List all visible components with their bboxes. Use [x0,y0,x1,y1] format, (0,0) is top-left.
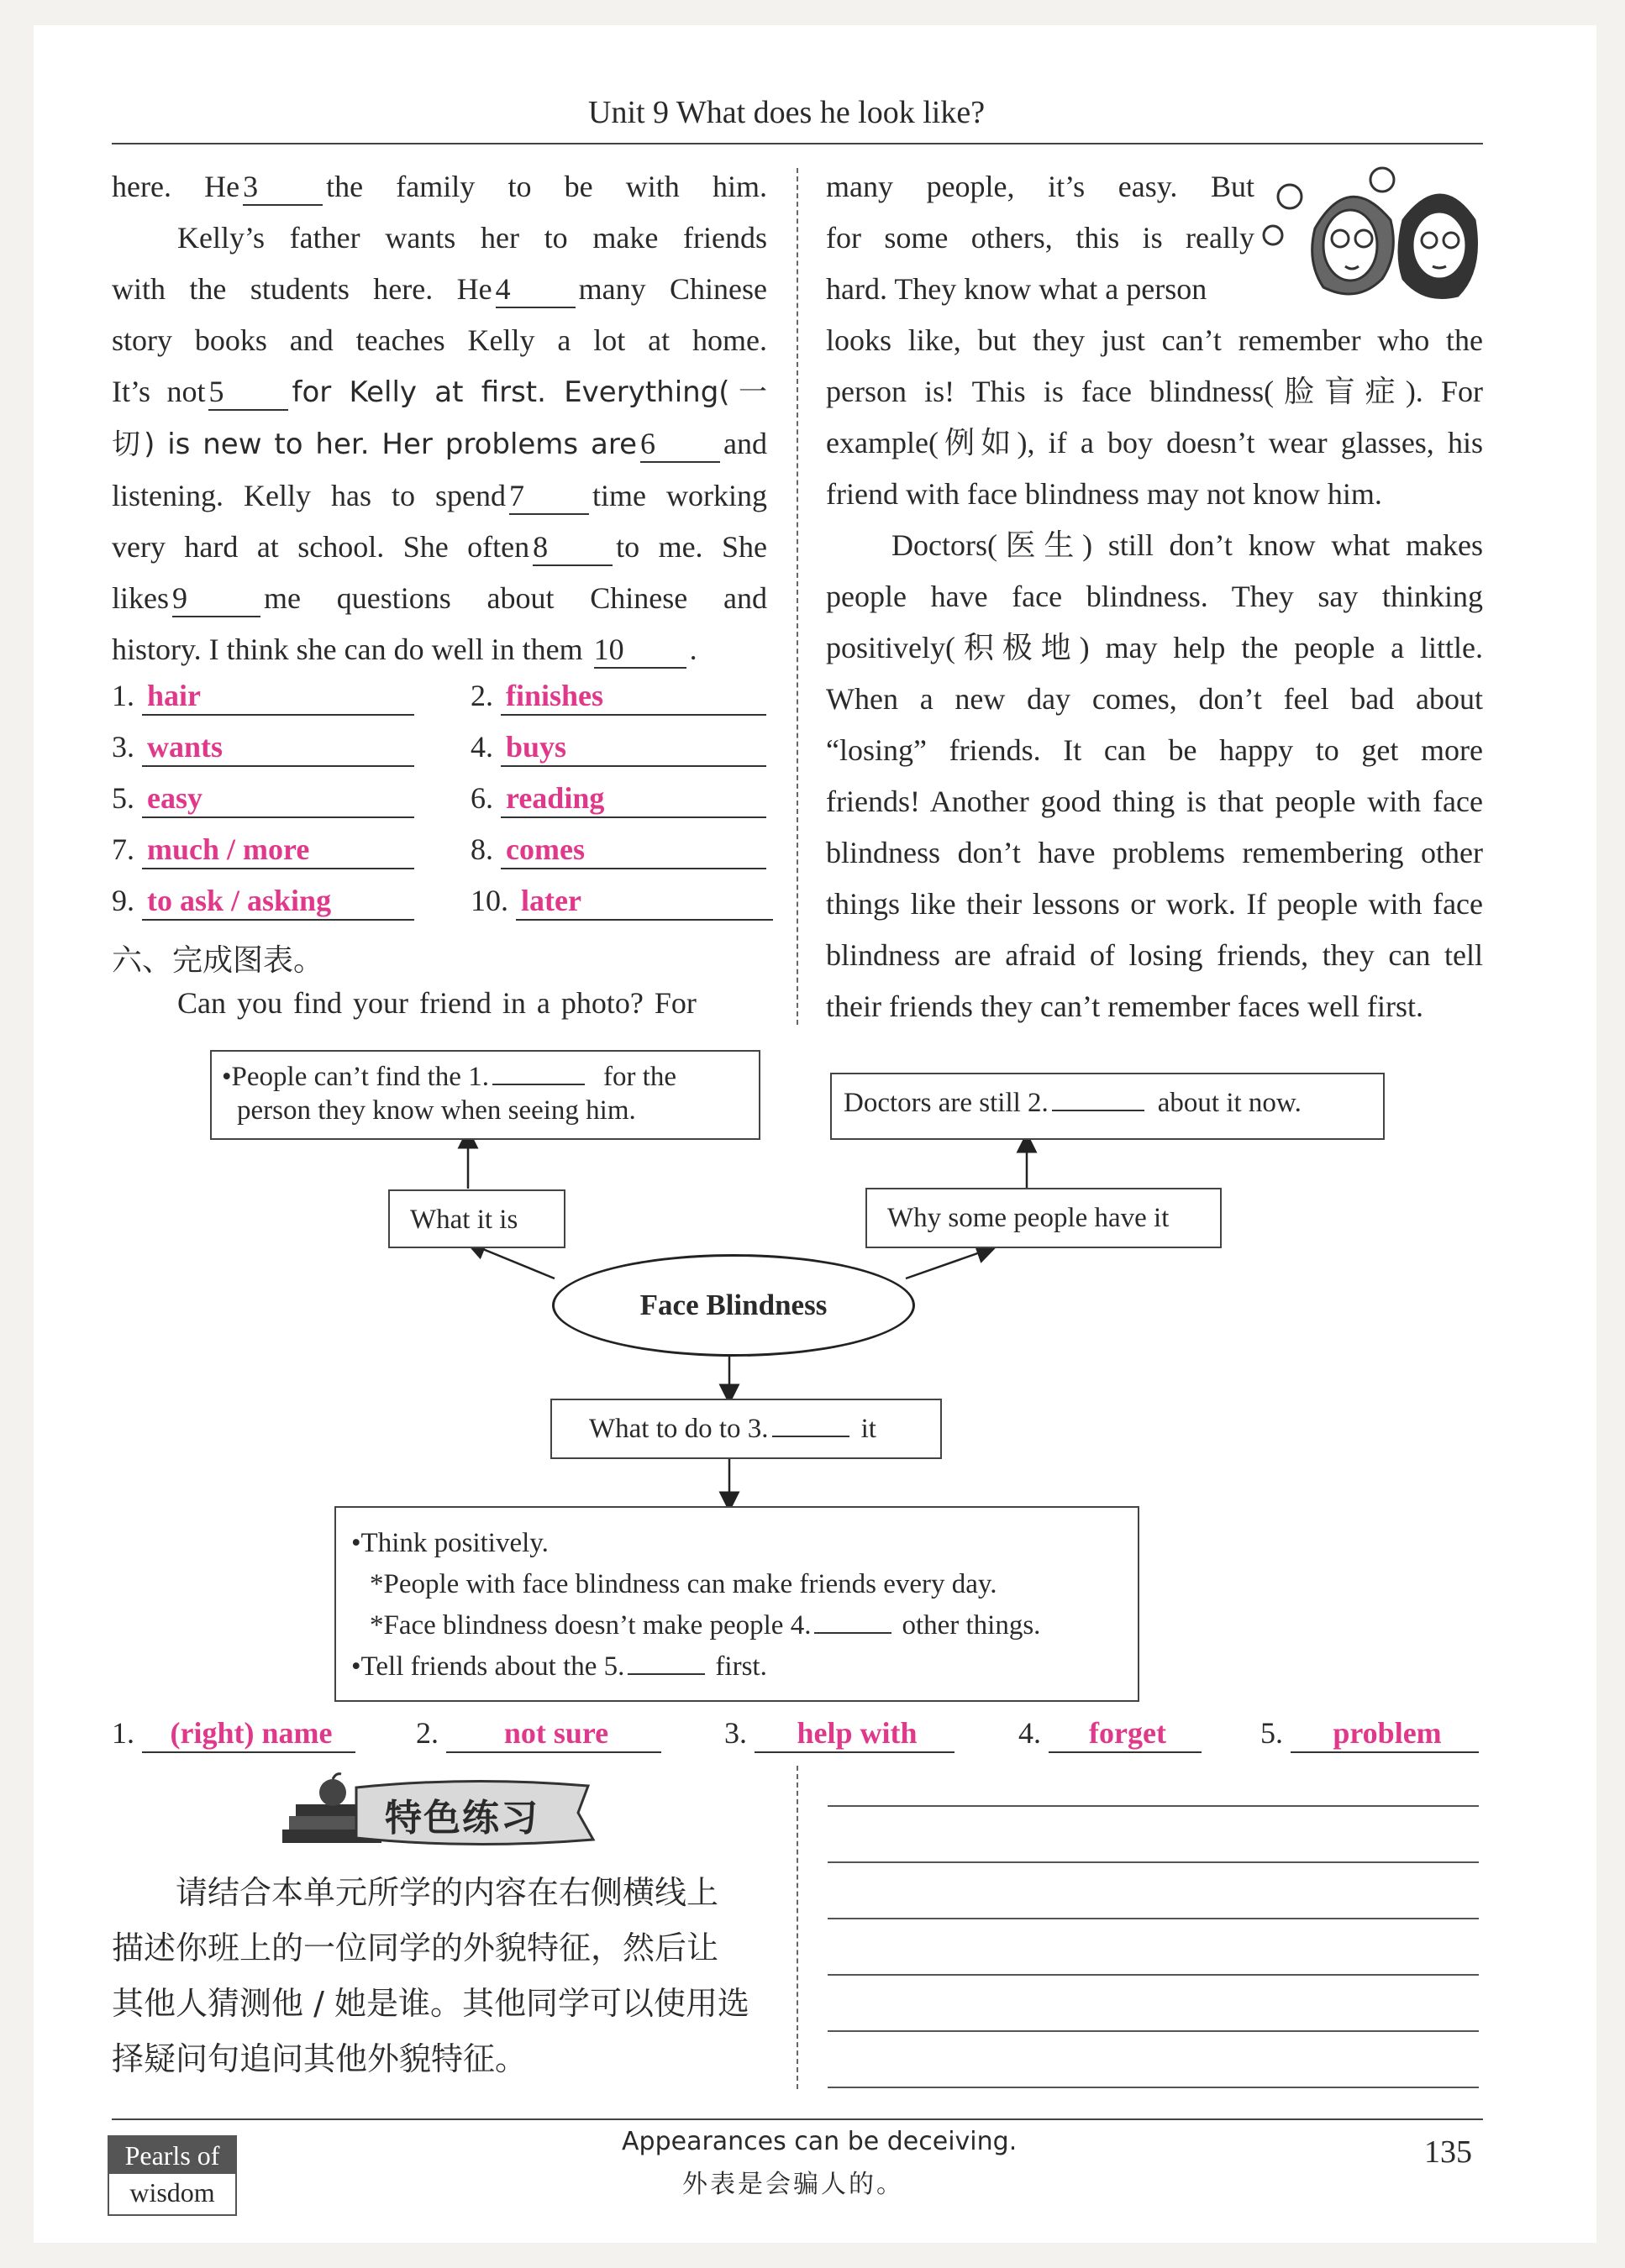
diagram-box-doctors: Doctors are still 2. about it now. [830,1073,1385,1140]
blank-8: 8 [533,529,613,566]
passage-line: It’s not 5 for Kelly at first. Everything(一 [112,375,767,409]
section-intro: Can you find your friend in a photo? For [177,986,697,1020]
passage-line: with the students here. He 4 many Chinese [112,264,767,315]
writing-line[interactable] [828,2087,1479,2088]
passage-line: hard. They know what a person [826,272,1207,306]
writing-line[interactable] [828,1861,1479,1863]
answer-item: 3. wants [112,728,414,767]
diagram-box-solutions: •Think positively. *People with face blindness can make friends every day. *Face blindness doesn’t make people 4. other things. •Tell friends about the 5. first. [334,1506,1139,1702]
passage-line: very hard at school. She often 8 to me. She [112,522,767,573]
diagram-node-what-it-is: What it is [388,1189,565,1248]
passage-line: blindness don’t have problems remembering other [826,836,1483,869]
answer-item: 4. forget [1018,1714,1202,1753]
diagram-node-why: Why some people have it [865,1188,1222,1248]
blank-3: 3 [243,169,323,206]
column-divider [797,1766,798,2089]
answer-item: 3. help with [724,1714,954,1753]
passage-line: for some others, this is really [826,221,1254,255]
answer-item: 6. reading [471,780,766,818]
blank-9: 9 [172,580,260,617]
writing-line[interactable] [828,1805,1479,1807]
passage-line: friends! Another good thing is that people with face [826,785,1483,818]
blank-6: 6 [640,426,720,463]
banner-title: 特色练习 [385,1797,539,1840]
passage-line: looks like, but they just can’t remember who the [826,323,1483,357]
answer-item: 10. later [471,882,773,921]
passage-line: blindness are afraid of losing friends, they can tell [826,938,1483,972]
passage-line: Kelly’s father wants her to make friends [177,221,767,255]
passage-line: things like their lessons or work. If people with face [826,887,1483,921]
answer-item: 4. buys [471,728,766,767]
section-heading: 六、完成图表。 [112,943,324,978]
footer-rule [112,2118,1483,2120]
passage-line: people have face blindness. They say thinking [826,580,1483,613]
passage-line: friend with face blindness may not know him. [826,477,1382,511]
answer-item: 1. hair [112,677,414,716]
blank-7: 7 [509,478,589,515]
blank-10: 10 [594,632,686,669]
answer-item: 2. not sure [416,1714,661,1753]
writing-line[interactable] [828,1974,1479,1976]
passage-line: example(例如), if a boy doesn’t wear glasses, his [826,426,1484,459]
passage-line: When a new day comes, don’t feel bad about [826,682,1483,716]
footer-quote-cn: 外表是会骗人的。 [682,2170,904,2199]
special-instructions: 请结合本单元所学的内容在右侧横线上 描述你班上的一位同学的外貌特征，然后让 其他人猜测他 / 她是谁。其他同学可以使用选 择疑问句追问其他外貌特征。 [112,1874,749,2077]
answer-item: 9. to ask / asking [112,882,414,921]
diagram-box-definition: •People can’t find the 1. for the person they know when seeing him. [210,1050,760,1140]
passage-line: history. I think she can do well in them 10 . [112,624,767,675]
answer-item: 1. (right) name [112,1714,355,1753]
passage-line: many people, it’s easy. But [826,170,1254,203]
passage-line: “losing” friends. It can be happy to get more [826,733,1483,767]
page-title: Unit 9 What does he look like? [588,95,986,130]
passage-line: listening. Kelly has to spend 7 time working [112,470,767,522]
passage-line: likes 9 me questions about Chinese and [112,573,767,624]
answer-item: 2. finishes [471,677,766,716]
answer-item: 5. problem [1260,1714,1479,1753]
passage-line: here. He 3 the family to be with him. [112,161,767,213]
blank-4: 4 [496,271,576,308]
blank-5: 5 [208,374,288,411]
writing-line[interactable] [828,2030,1479,2032]
passage-line: person is! This is face blindness(脸盲症). For [826,375,1483,408]
diagram-node-what-to-do: What to do to 3. it [550,1399,942,1459]
pearls-badge: Pearls of wisdom [108,2135,237,2216]
answer-item: 5. easy [112,780,414,818]
passage-line: positively(积极地) may help the people a little. [826,631,1483,664]
answer-item: 7. much / more [112,831,414,869]
passage-line: their friends they can’t remember faces well first. [826,990,1424,1023]
passage-line: story books and teaches Kelly a lot at home. [112,323,767,357]
passage-line: 切) is new to her. Her problems are 6 and [112,427,767,461]
writing-line[interactable] [828,1918,1479,1919]
answer-item: 8. comes [471,831,766,869]
diagram-center-node: Face Blindness [552,1254,915,1357]
footer-quote-en: Appearances can be deceiving. [622,2127,1018,2156]
page-number: 135 [1424,2134,1472,2170]
passage-line: Doctors(医生) still don’t know what makes [891,528,1483,562]
